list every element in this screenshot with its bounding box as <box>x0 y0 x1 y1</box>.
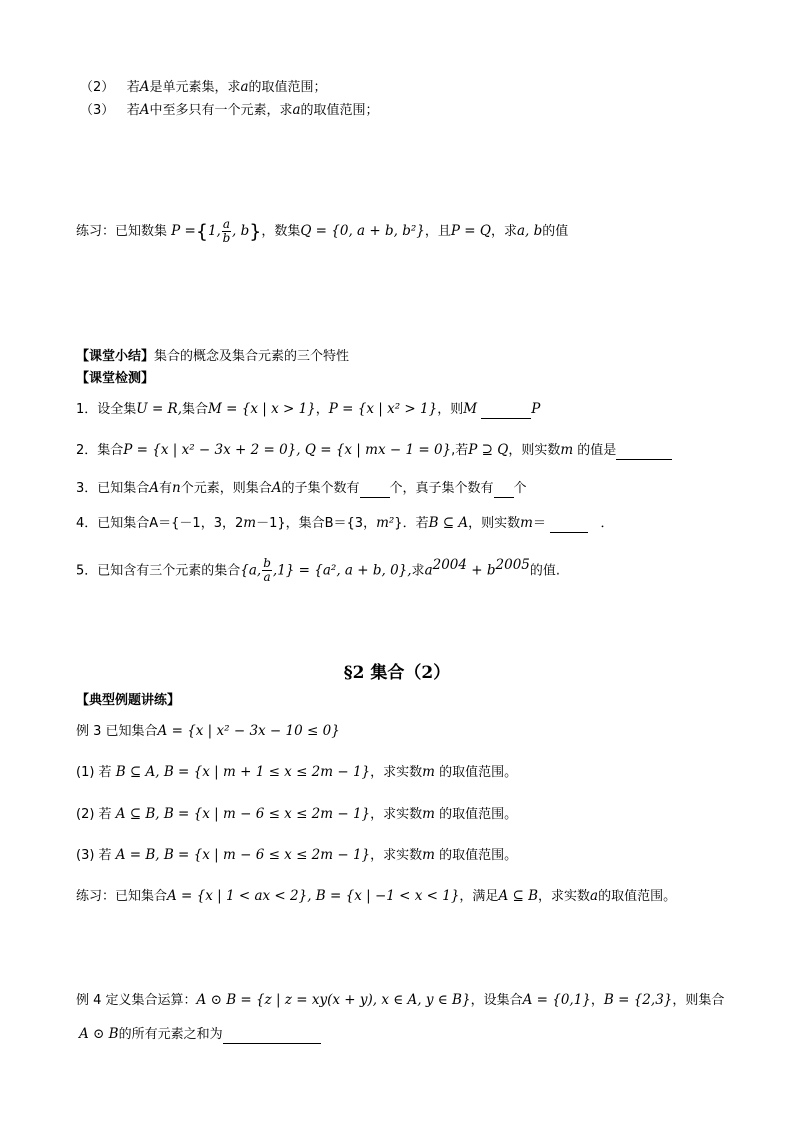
practice-1 <box>76 214 568 249</box>
ex4-mid: ，设集合 <box>470 993 523 1008</box>
q3-t3: 的子集个数有 <box>281 481 360 496</box>
ex4-math: A ⊙ B = {z | z = xy(x + y), x ∈ A, y ∈ B} <box>196 992 471 1008</box>
practice-1-vars: a, b <box>516 223 543 239</box>
item-3-post: 的取值范围； <box>300 103 379 118</box>
q5-pre: 5．已知含有三个元素的集合 <box>76 563 241 579</box>
ex4-pre: 例 4 定义集合运算： <box>76 993 197 1008</box>
p2-math: A ⊆ B, B = {x | m − 6 ≤ x ≤ 2m − 1} <box>115 806 371 822</box>
q3-subsets-blank[interactable] <box>360 483 390 498</box>
practice-1-post: 的值 <box>542 224 569 239</box>
q5-expr-a: a <box>424 562 433 579</box>
q5-post: 的值. <box>529 563 561 579</box>
practice-1-mid: ，数集 <box>261 224 301 239</box>
q4-m2: m² <box>376 515 395 531</box>
practice-2 <box>76 887 676 906</box>
p3-post: 的取值范围。 <box>439 848 518 863</box>
example-3 <box>76 722 340 741</box>
q5-plus-b: + b <box>466 562 496 579</box>
example-4 <box>76 991 724 1010</box>
example-4-cont <box>79 1025 321 1044</box>
p1-num: (1) 若 <box>76 765 112 780</box>
q5-ask: 求 <box>411 563 425 579</box>
q3-A: A <box>149 480 160 496</box>
q4-m1: m <box>243 515 257 531</box>
item-2-num: （2） <box>80 80 115 95</box>
item-3 <box>80 101 379 120</box>
practice-1-P: P = <box>171 223 196 239</box>
q1-sep: ， <box>315 402 329 417</box>
check-heading: 【课堂检测】 <box>76 371 155 386</box>
q3-t4: 个，真子集个数有 <box>389 481 494 496</box>
practice-2-pre: 练习：已知集合 <box>76 889 168 904</box>
item-3-mid: 中至多只有一个元素，求 <box>149 103 293 118</box>
ex4-post: ，则集合 <box>672 993 725 1008</box>
ex4b-math: A ⊙ B <box>79 1026 119 1042</box>
summary-tag: 【课堂小结】 <box>76 349 155 364</box>
p1-mid: ，求实数 <box>370 765 423 780</box>
example-3-part-2 <box>76 805 517 824</box>
q2-answer-blank[interactable] <box>616 445 672 460</box>
practice-2-cond: A ⊆ B <box>498 888 539 904</box>
p3-num: (3) 若 <box>76 848 112 863</box>
q5-frac-top: b <box>263 556 271 571</box>
q4-end: ． <box>600 516 614 531</box>
q2-math2: P ⊇ Q <box>468 442 509 458</box>
item-2-mid: 是单元素集，求 <box>149 80 241 95</box>
practice-2-post: 的取值范围。 <box>598 889 677 904</box>
practice-1-pre: 练习：已知数集 <box>76 224 168 239</box>
item-3-num: （3） <box>80 103 115 118</box>
q1-P: P <box>531 401 541 417</box>
p1-post: 的取值范围。 <box>439 765 518 780</box>
item-2-A: A <box>139 79 150 95</box>
p2-m: m <box>422 806 435 822</box>
ex4-answer-blank[interactable] <box>223 1029 321 1044</box>
practice-1-and: ，且 <box>424 224 451 239</box>
practice-2-mid: ，满足 <box>459 889 499 904</box>
item-2 <box>80 78 327 97</box>
practice-2-a: a <box>590 888 599 904</box>
q4-t1: －1}，集合B＝{3， <box>256 516 377 531</box>
q4-text: 4．已知集合A＝{－1，3，2 <box>76 516 244 531</box>
practice-1-fraction <box>222 218 231 245</box>
q4-m3: m <box>520 515 533 531</box>
ex4-comma: ， <box>590 993 604 1008</box>
check-q5 <box>76 548 560 588</box>
item-3-pre: 若 <box>126 103 140 118</box>
practice-1-rbrace: } <box>249 220 262 243</box>
item-2-a: a <box>240 79 249 95</box>
item-3-A: A <box>139 102 150 118</box>
practice-2-mid2: ，求实数 <box>538 889 591 904</box>
q4-t4: ＝ <box>532 516 546 531</box>
q3-proper-subsets-blank[interactable] <box>494 483 514 498</box>
section-title: §2 集合（2） <box>343 663 451 683</box>
q3-t5: 个 <box>513 481 527 496</box>
practice-1-frac-top: a <box>222 217 230 231</box>
practice-1-Q: Q = {0, a + b, b²} <box>300 223 425 239</box>
p3-mid: ，求实数 <box>370 848 423 863</box>
ex4b-post: 的所有元素之和为 <box>118 1027 223 1042</box>
practice-1-eq: P = Q <box>450 223 491 239</box>
q1-math2: M = {x | x > 1} <box>208 401 316 417</box>
check-q3 <box>76 479 527 498</box>
q2-math1: P = {x | x² − 3x + 2 = 0}, Q = {x | mx − 1 = 0} <box>123 442 452 458</box>
p2-num: (2) 若 <box>76 807 112 822</box>
q4-t3: ，则实数 <box>468 516 521 531</box>
q5-open: {a, <box>240 562 262 579</box>
q2-pre: 2．集合 <box>76 443 124 458</box>
item-2-post: 的取值范围； <box>248 80 327 95</box>
q3-A2: A <box>271 480 282 496</box>
p1-math: B ⊆ A, B = {x | m + 1 ≤ x ≤ 2m − 1} <box>115 764 371 780</box>
q4-answer-blank[interactable] <box>550 518 588 533</box>
q4-cond: B ⊆ A <box>428 515 469 531</box>
q2-m: m <box>560 442 574 458</box>
q1-math1: U = R, <box>136 401 183 417</box>
q3-n: n <box>172 480 181 496</box>
p3-math: A = B, B = {x | m − 6 ≤ x ≤ 2m − 1} <box>115 847 371 863</box>
q3-pre: 3．已知集合 <box>76 481 150 496</box>
q1-math3: P = {x | x² > 1} <box>328 401 438 417</box>
check-q4 <box>76 514 614 533</box>
example-3-part-3 <box>76 846 517 865</box>
p2-mid: ，求实数 <box>370 807 423 822</box>
ex3-math: A = {x | x² − 3x − 10 ≤ 0} <box>157 723 340 739</box>
q1-mid2: ，则 <box>437 402 464 417</box>
check-q1 <box>76 400 540 419</box>
practice-2-math: A = {x | 1 < ax < 2}, B = {x | −1 < x < 1} <box>167 888 460 904</box>
q5-frac-bot: a <box>263 570 271 585</box>
q1-mid1: 集合 <box>182 402 209 417</box>
q5-exp-a: 2004 <box>432 557 467 573</box>
p1-m: m <box>422 764 435 780</box>
examples-heading: 【典型例题讲练】 <box>76 693 181 708</box>
item-3-a: a <box>292 102 301 118</box>
summary-text: 集合的概念及集合元素的三个特性 <box>154 349 350 364</box>
p2-post: 的取值范围。 <box>439 807 518 822</box>
practice-1-lbrace: { <box>195 220 208 243</box>
example-3-part-1 <box>76 763 517 782</box>
q1-pre: 1．设全集 <box>76 402 137 417</box>
p3-m: m <box>422 847 435 863</box>
ex4-setB: B = {2,3} <box>603 992 673 1008</box>
q5-close: ,1} = {a², a + b, 0}, <box>272 562 412 579</box>
q1-answer-blank[interactable] <box>481 404 531 419</box>
q4-t2: }．若 <box>394 516 429 531</box>
item-2-pre: 若 <box>126 80 140 95</box>
summary <box>76 348 349 366</box>
practice-1-frac-bot: b <box>222 231 231 245</box>
practice-1-ask: ，求 <box>490 224 517 239</box>
q3-t1: 有 <box>159 481 173 496</box>
q2-mid1: ,若 <box>451 443 469 458</box>
check-q2 <box>76 441 672 460</box>
q3-t2: 个元素，则集合 <box>180 481 272 496</box>
practice-1-one: 1, <box>207 223 221 239</box>
ex4-setA: A = {0,1} <box>522 992 591 1008</box>
ex3-pre: 例 3 已知集合 <box>76 724 158 739</box>
q2-post: 的值是 <box>577 443 617 458</box>
q1-M: M <box>463 401 478 417</box>
practice-1-tail: , b <box>231 223 250 239</box>
q2-mid2: ，则实数 <box>508 443 561 458</box>
q5-fraction <box>262 557 272 584</box>
q5-exp-b: 2005 <box>495 557 530 573</box>
